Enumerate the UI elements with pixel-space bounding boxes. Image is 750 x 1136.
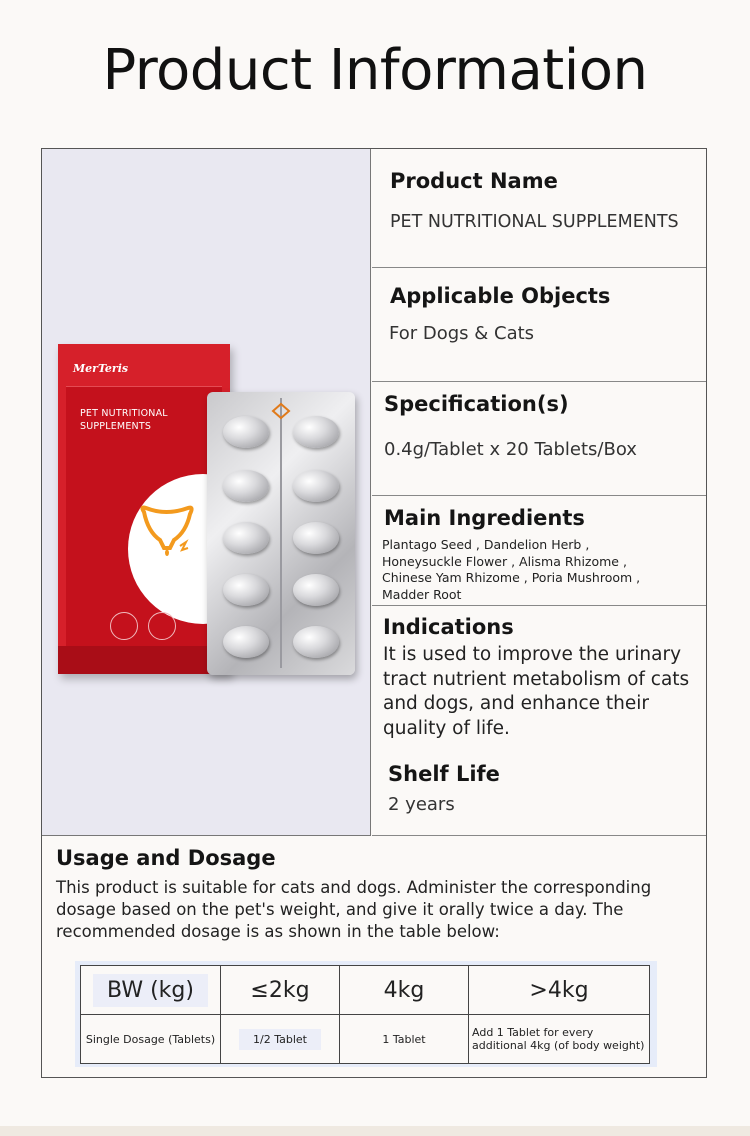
tablet [223, 626, 269, 658]
shelf-life-value: 2 years [388, 794, 455, 815]
bottom-strip [0, 1126, 750, 1136]
indications-cell [372, 606, 706, 750]
info-column [372, 149, 706, 836]
table-row [81, 966, 650, 1015]
product-info-frame [41, 148, 707, 1078]
tablet [293, 470, 339, 502]
kidney-badge-icon [110, 612, 138, 640]
box-brand-logo: MerTeris [73, 362, 129, 375]
main-ingredients-title: Main Ingredients [384, 506, 585, 530]
tablet [293, 574, 339, 606]
product-name-value: PET NUTRITIONAL SUPPLEMENTS [390, 212, 679, 232]
table-row [81, 1015, 650, 1064]
tablet [223, 416, 269, 448]
bw-label: BW (kg) [93, 974, 208, 1007]
product-name-title: Product Name [390, 169, 558, 193]
indications-title: Indications [383, 615, 514, 639]
tablet [223, 574, 269, 606]
blister-tab-icon [271, 402, 291, 420]
tablet [293, 522, 339, 554]
specification-cell [372, 382, 706, 496]
table-cell [221, 1015, 340, 1064]
dosage-table-wrapper [75, 961, 657, 1067]
applicable-objects-cell [372, 268, 706, 382]
weight-4kg: 4kg [383, 977, 425, 1003]
main-ingredients-value: Plantago Seed , Dandelion Herb , Honeysuckle Flower , Alisma Rhizome , Chinese Yam Rhizome , Poria Mushroom , Madder Root [382, 537, 641, 602]
specification-value: 0.4g/Tablet x 20 Tablets/Box [384, 439, 637, 460]
product-box-image [58, 344, 230, 674]
product-image-panel [42, 149, 371, 836]
specification-title: Specification(s) [384, 392, 569, 416]
tablet [293, 416, 339, 448]
table-cell [469, 966, 650, 1015]
box-footer-band [58, 646, 230, 674]
table-cell [469, 1015, 650, 1064]
weight-le-2kg: ≤2kg [250, 977, 310, 1003]
dosage-table [80, 965, 650, 1064]
box-product-text: PET NUTRITIONAL SUPPLEMENTS [80, 408, 168, 432]
table-cell [340, 1015, 469, 1064]
blister-divider [280, 398, 282, 668]
dose-half-tablet: 1/2 Tablet [239, 1029, 321, 1050]
tablet [223, 522, 269, 554]
table-cell [81, 1015, 221, 1064]
blister-pack-image [207, 392, 355, 675]
dna-badge-icon [148, 612, 176, 640]
single-dosage-label: Single Dosage (Tablets) [85, 1032, 216, 1046]
page-title: Product Information [102, 38, 648, 103]
dose-additional: Add 1 Tablet for every additional 4kg (of body weight) [472, 1026, 645, 1052]
usage-title: Usage and Dosage [56, 846, 276, 870]
table-cell [221, 966, 340, 1015]
main-ingredients-cell [372, 496, 706, 606]
applicable-objects-value: For Dogs & Cats [389, 323, 535, 344]
weight-gt-4kg: >4kg [529, 977, 589, 1003]
usage-text: This product is suitable for cats and dogs. Administer the corresponding dosage based on the pet's weight, and give it orally twice a day. The recommended dosage is as shown in the table below: [56, 878, 652, 941]
product-name-cell [372, 149, 706, 268]
table-cell [81, 966, 221, 1015]
tablet [293, 626, 339, 658]
table-cell [340, 966, 469, 1015]
tablet [223, 470, 269, 502]
shelf-life-title: Shelf Life [388, 762, 500, 786]
applicable-objects-title: Applicable Objects [390, 284, 611, 308]
bladder-icon [136, 502, 198, 562]
shelf-life-cell [372, 750, 706, 836]
indications-value: It is used to improve the urinary tract nutrient metabolism of cats and dogs, and enhance their quality of life. [383, 644, 690, 739]
dose-one-tablet: 1 Tablet [382, 1032, 426, 1046]
